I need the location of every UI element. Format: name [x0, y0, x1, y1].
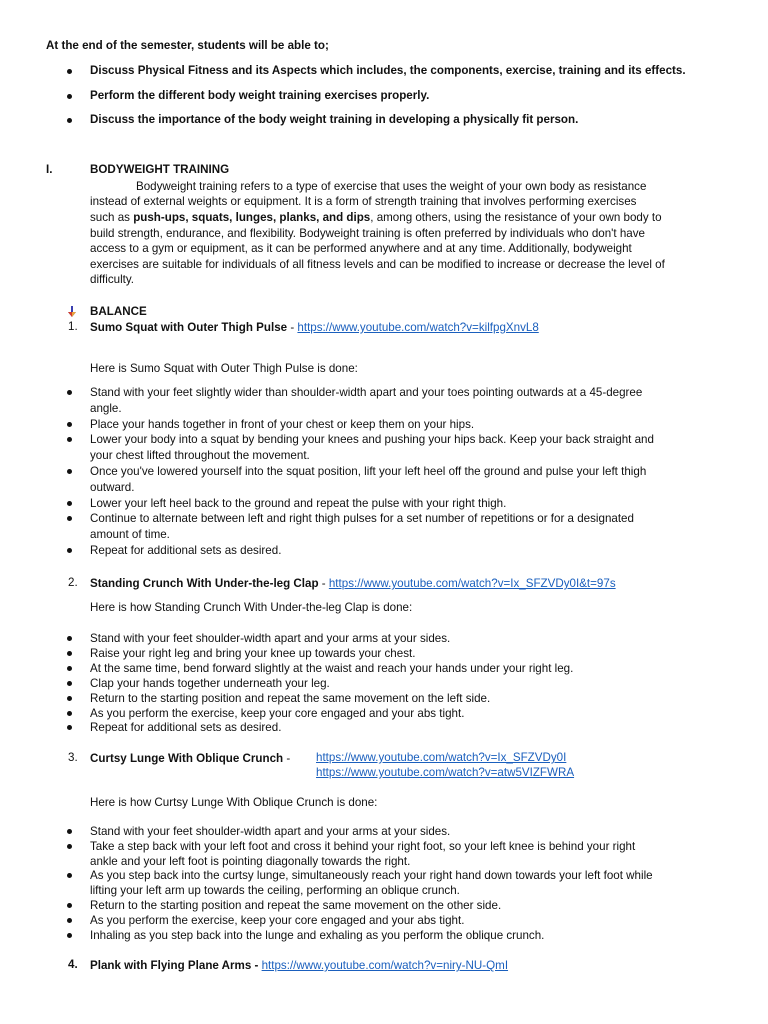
list-item: Repeat for additional sets as desired.	[90, 544, 282, 557]
exercise-title: Standing Crunch With Under-the-leg Clap	[90, 577, 319, 590]
bullet-icon	[67, 903, 72, 908]
section-numeral: I.	[46, 163, 53, 176]
exercise-video-link[interactable]: https://www.youtube.com/watch?v=niry-NU-QmI	[261, 959, 509, 972]
list-item: Take a step back with your left foot and cross it behind your right foot, so your left knee is behind your right	[90, 839, 636, 853]
bullet-icon	[67, 725, 72, 730]
exercise-title-line: Plank with Flying Plane Arms - https://www.youtube.com/watch?v=niry-NU-QmI	[90, 959, 509, 972]
list-item: As you perform the exercise, keep your core engaged and your abs tight.	[90, 706, 465, 720]
bullet-icon	[67, 651, 72, 656]
bullet-icon	[67, 94, 72, 99]
list-item: Lower your left heel back to the ground and repeat the pulse with your right thigh.	[90, 496, 507, 510]
bullet-icon	[67, 118, 72, 123]
exercise-intro: Here is how Curtsy Lunge With Oblique Crunch is done:	[90, 796, 378, 809]
exercise-video-link[interactable]: https://www.youtube.com/watch?v=Ix_SFZVDy0I&t=97s	[328, 577, 616, 590]
bullet-icon	[67, 873, 72, 878]
bullet-icon	[67, 636, 72, 641]
list-item: Lower your body into a squat by bending your knees and pushing your hips back. Keep your back straight and	[90, 433, 654, 447]
list-item: Return to the starting position and repeat the same movement on the left side.	[90, 691, 491, 705]
list-item: As you perform the exercise, keep your core engaged and your abs tight.	[90, 913, 465, 927]
list-item: Return to the starting position and repeat the same movement on the other side.	[90, 899, 502, 912]
section-title: BODYWEIGHT TRAINING	[90, 163, 230, 176]
exercise-number: 4.	[68, 958, 78, 971]
list-item: Stand with your feet shoulder-width apart and your arms at your sides.	[90, 825, 451, 838]
exercise-title: Plank with Flying Plane Arms	[90, 959, 252, 972]
paragraph-line: exercises are suitable for individuals of all fitness levels and can be modified to increase or decrease the level of	[90, 258, 665, 271]
outcome-item: Discuss the importance of the body weight training in developing a physically fit person.	[90, 113, 579, 126]
list-item: Continue to alternate between left and right thigh pulses for a set number of repetitions or for a designated	[90, 512, 634, 526]
bullet-icon	[67, 681, 72, 686]
bullet-icon	[67, 844, 72, 849]
exercise-title-line: Standing Crunch With Under-the-leg Clap - https://www.youtube.com/watch?v=Ix_SFZVDy0I&t=97s	[90, 577, 616, 590]
exercise-list-bold: push-ups, squats, lunges, planks, and dips	[133, 211, 371, 224]
list-item: Raise your right leg and bring your knee up towards your chest.	[90, 646, 416, 660]
bullet-icon	[67, 696, 72, 701]
balance-heading: BALANCE	[90, 305, 147, 318]
exercise-title: Curtsy Lunge With Oblique Crunch	[90, 752, 284, 765]
paragraph-line: instead of external weights or equipment. It is a form of strength training that involves performing exercises	[90, 195, 637, 208]
exercise-title-line: Sumo Squat with Outer Thigh Pulse - https://www.youtube.com/watch?v=kilfpgXnvL8	[90, 321, 539, 334]
outcome-item: Discuss Physical Fitness and its Aspects which includes, the components, exercise, training and its effects.	[90, 64, 686, 77]
list-item: Stand with your feet slightly wider than shoulder-width apart and your toes pointing outwards at a 45-degree	[90, 386, 643, 399]
paragraph-line: access to a gym or equipment, as it can be performed anywhere and at any time. Additionally, bodyweight	[90, 242, 632, 255]
bullet-icon	[67, 501, 72, 506]
bullet-icon	[67, 548, 72, 553]
paragraph-line: build strength, endurance, and flexibility. Bodyweight training is often preferred by individuals who don't have	[90, 227, 645, 240]
exercise-video-link[interactable]: https://www.youtube.com/watch?v=kilfpgXnvL8	[297, 321, 539, 334]
list-item: Clap your hands together underneath your leg.	[90, 676, 330, 690]
bullet-icon	[67, 666, 72, 671]
paragraph-line: such as push-ups, squats, lunges, planks, and dips, among others, using the resistance of your own body to	[90, 211, 662, 224]
bullet-icon	[67, 516, 72, 521]
bullet-icon	[67, 933, 72, 938]
exercise-video-link[interactable]: https://www.youtube.com/watch?v=atw5VIZFWRA	[316, 766, 575, 779]
outcomes-intro: At the end of the semester, students will be able to;	[46, 39, 329, 52]
exercise-number: 3.	[68, 751, 78, 764]
bullet-icon	[67, 469, 72, 474]
outcome-item: Perform the different body weight training exercises properly.	[90, 89, 430, 102]
exercise-intro: Here is Sumo Squat with Outer Thigh Pulse is done:	[90, 362, 358, 375]
list-item: your chest lifted throughout the movement.	[90, 449, 310, 463]
bullet-icon	[67, 829, 72, 834]
exercise-intro: Here is how Standing Crunch With Under-the-leg Clap is done:	[90, 601, 413, 614]
list-item: angle.	[90, 401, 122, 415]
bullet-icon	[67, 390, 72, 395]
bullet-icon	[67, 918, 72, 923]
paragraph-line: difficulty.	[90, 273, 135, 286]
list-item: lifting your left arm up towards the ceiling, performing an oblique crunch.	[90, 884, 460, 898]
exercise-number: 1.	[68, 320, 78, 333]
bullet-icon	[67, 437, 72, 442]
paragraph-line: Bodyweight training refers to a type of exercise that uses the weight of your own body as resistance	[136, 180, 647, 193]
list-item: ankle and your left foot is pointing diagonally towards the right.	[90, 854, 411, 868]
list-item: Stand with your feet shoulder-width apart and your arms at your sides.	[90, 632, 451, 645]
bullet-icon	[67, 69, 72, 74]
bullet-icon	[67, 711, 72, 716]
exercise-title: Sumo Squat with Outer Thigh Pulse	[90, 321, 288, 334]
bullet-icon	[67, 422, 72, 427]
list-item: At the same time, bend forward slightly at the waist and reach your hands under your right leg.	[90, 661, 574, 675]
list-item: As you step back into the curtsy lunge, simultaneously reach your right hand down towards your left foot while	[90, 869, 653, 883]
exercise-number: 2.	[68, 576, 78, 589]
list-item: outward.	[90, 480, 135, 494]
list-item: Inhaling as you step back into the lunge and exhaling as you perform the oblique crunch.	[90, 928, 545, 942]
list-item: Once you've lowered yourself into the squat position, lift your left heel off the ground and pulse your left thigh	[90, 465, 647, 478]
exercise-video-link[interactable]: https://www.youtube.com/watch?v=Ix_SFZVDy0I	[316, 751, 567, 764]
exercise-title-line: Curtsy Lunge With Oblique Crunch -	[90, 752, 291, 765]
list-item: amount of time.	[90, 528, 170, 542]
list-item: Place your hands together in front of your chest or keep them on your hips.	[90, 417, 475, 431]
down-arrow-bullet-icon	[66, 306, 78, 318]
list-item: Repeat for additional sets as desired.	[90, 721, 282, 735]
